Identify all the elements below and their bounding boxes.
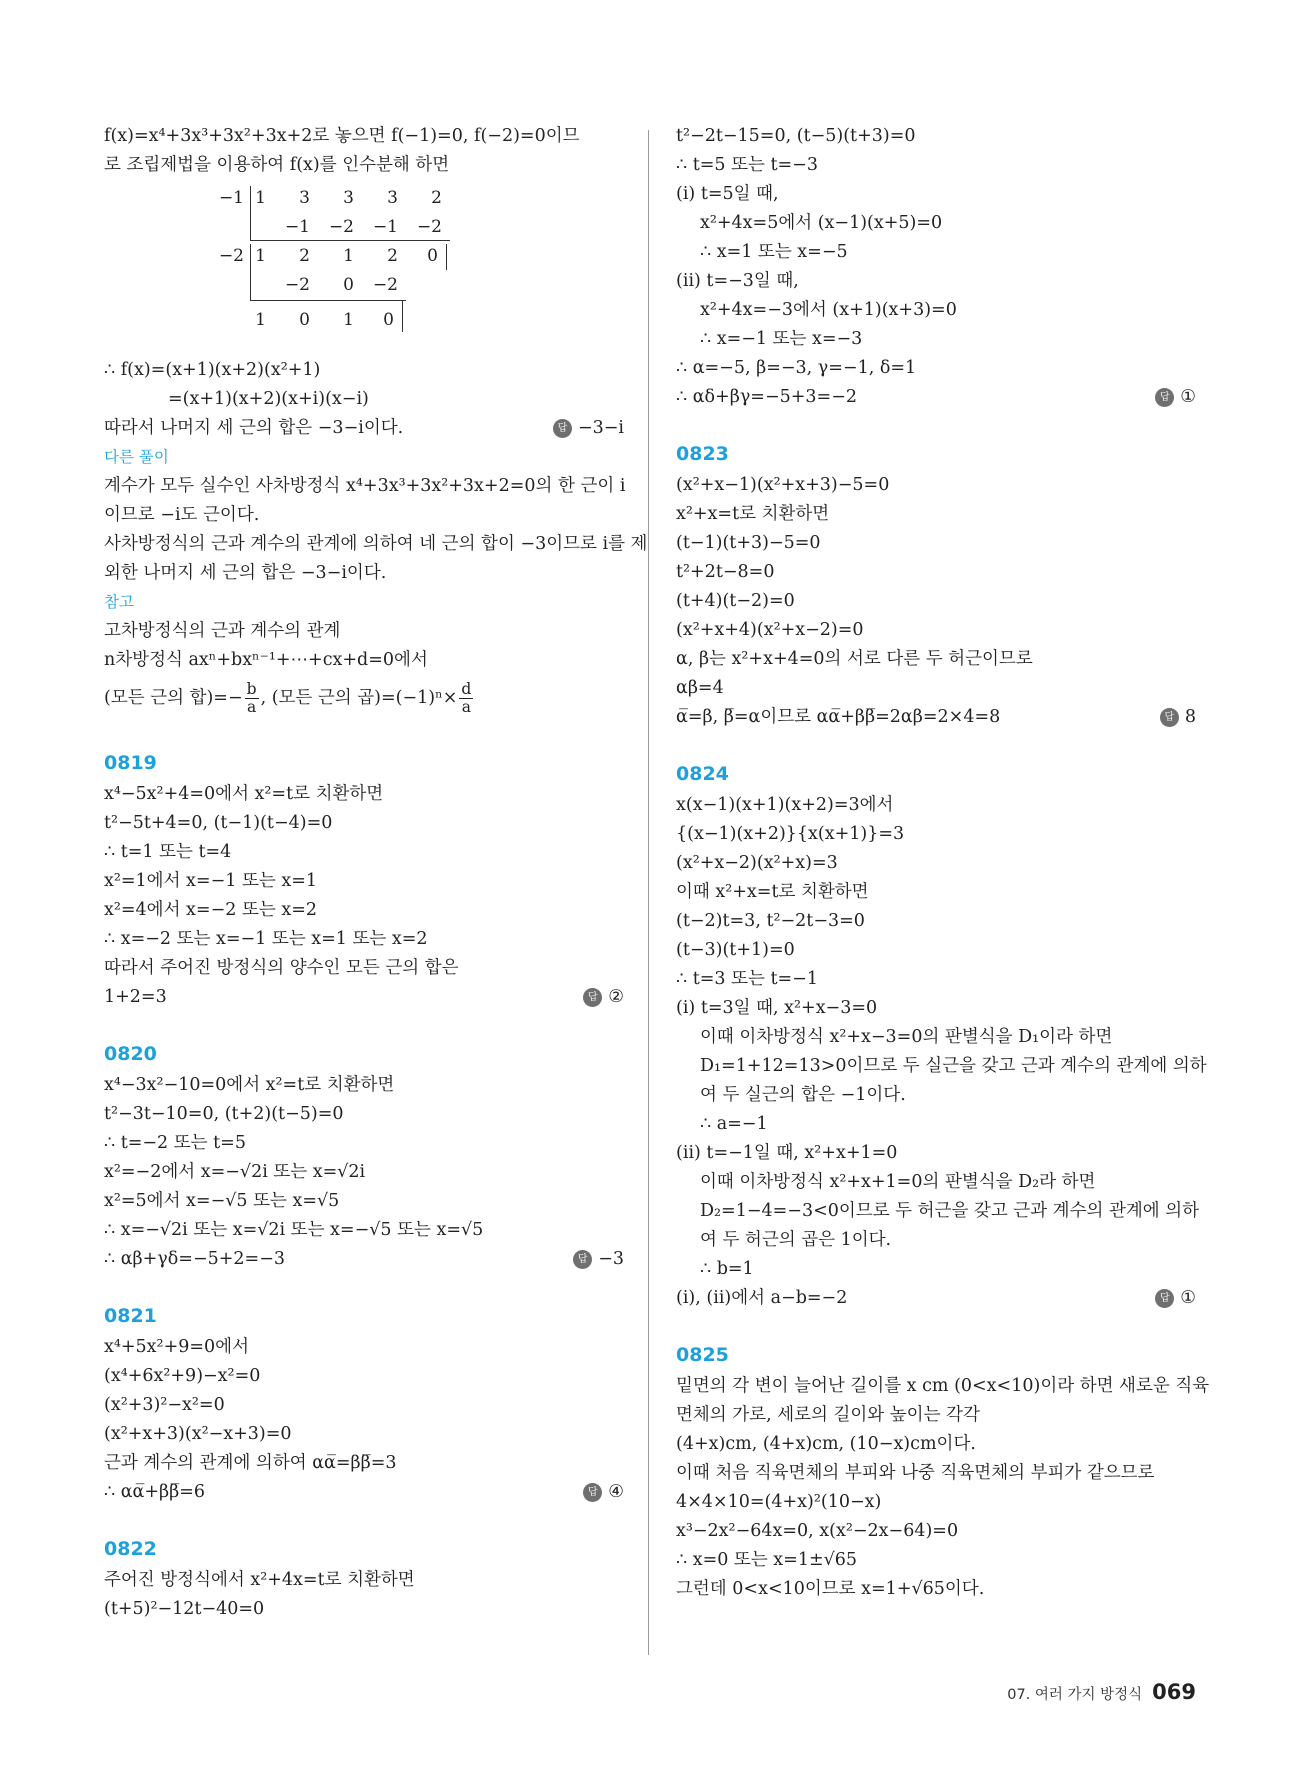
formula-part: (모든 근의 합)=− xyxy=(104,688,243,708)
fraction xyxy=(459,681,473,716)
fraction xyxy=(245,681,259,716)
answer-icon: 답 xyxy=(1155,1289,1174,1308)
answer-icon: 답 xyxy=(583,988,602,1007)
text-line: 면체의 가로, 세로의 길이와 높이는 각각 xyxy=(676,1405,980,1425)
text-line: (4+x)cm, (4+x)cm, (10−x)cm이다. xyxy=(676,1434,976,1454)
syn-cell: 0 xyxy=(299,310,310,330)
answer-icon: 답 xyxy=(583,1483,602,1502)
text-line: x²=4에서 x=−2 또는 x=2 xyxy=(104,900,317,920)
text-line: (x²+x+4)(x²+x−2)=0 xyxy=(676,620,864,640)
syn-line xyxy=(250,300,406,301)
text-line: x²=5에서 x=−√5 또는 x=√5 xyxy=(104,1191,340,1211)
syn-cell: −1 xyxy=(372,217,398,237)
problem-number: 0822 xyxy=(104,1538,157,1560)
text-line: 밑면의 각 변이 늘어난 길이를 x cm (0<x<10)이라 하면 새로운 직육 xyxy=(676,1376,1210,1396)
syn-line xyxy=(250,186,251,240)
text-line: 이때 이차방정식 x²+x+1=0의 판별식을 D₂라 하면 xyxy=(700,1172,1096,1192)
numerator: d xyxy=(461,680,472,698)
syn-cell: 3 xyxy=(343,188,354,208)
problem-number: 0821 xyxy=(104,1305,157,1327)
answer xyxy=(1155,1284,1196,1313)
text-line: 고차방정식의 근과 계수의 관계 xyxy=(104,621,341,641)
text-line: 이때 처음 직육면체의 부피와 나중 직육면체의 부피가 같으므로 xyxy=(676,1463,1155,1483)
answer-line xyxy=(676,383,1196,412)
text-line: t²−3t−10=0, (t+2)(t−5)=0 xyxy=(104,1104,344,1124)
text-line: ∴ a=−1 xyxy=(700,1114,768,1134)
answer-line xyxy=(104,414,624,443)
syn-cell: 3 xyxy=(299,188,310,208)
answer-icon: 답 xyxy=(553,419,572,438)
syn-divisor: −1 xyxy=(218,188,244,208)
syn-cell: −2 xyxy=(328,217,354,237)
text-line: 따라서 나머지 세 근의 합은 −3−i이다. xyxy=(104,418,404,438)
text-line: 이때 x²+x=t로 치환하면 xyxy=(676,882,869,902)
syn-cell: −2 xyxy=(416,217,442,237)
syn-line xyxy=(250,240,450,241)
syn-line xyxy=(446,244,447,270)
text-line: (ⅰ), (ⅱ)에서 a−b=−2 xyxy=(676,1288,848,1308)
syn-divisor: −2 xyxy=(218,246,244,266)
syn-cell: 2 xyxy=(431,188,442,208)
text-line: x(x−1)(x+1)(x+2)=3에서 xyxy=(676,795,894,815)
answer-line xyxy=(676,703,1196,732)
syn-cell: 1 xyxy=(255,310,266,330)
text-line: 여 두 허근의 곱은 1이다. xyxy=(700,1230,892,1250)
text-line: x⁴+5x²+9=0에서 xyxy=(104,1337,249,1357)
syn-cell: −2 xyxy=(284,275,310,295)
text-line: ∴ αα̅+ββ̅=6 xyxy=(104,1482,206,1502)
text-line: 사차방정식의 근과 계수의 관계에 의하여 네 근의 합이 −3이므로 i를 제 xyxy=(104,534,648,554)
syn-line xyxy=(402,300,403,332)
answer-value: 8 xyxy=(1184,707,1196,727)
text-line: (t+4)(t−2)=0 xyxy=(676,591,795,611)
text-line: ∴ x=0 또는 x=1±√65 xyxy=(676,1550,858,1570)
text-line: (x²+3)²−x²=0 xyxy=(104,1395,225,1415)
text-line: x²+x=t로 치환하면 xyxy=(676,504,830,524)
text-line: 여 두 실근의 합은 −1이다. xyxy=(700,1085,906,1105)
answer-value: −3−i xyxy=(577,418,624,438)
answer-line xyxy=(104,1245,624,1274)
text-line: t²+2t−8=0 xyxy=(676,562,775,582)
right-column xyxy=(676,122,1210,1604)
syn-cell: −2 xyxy=(372,275,398,295)
answer-icon: 답 xyxy=(573,1250,592,1269)
text-line: 1+2=3 xyxy=(104,987,167,1007)
text-line: 이때 이차방정식 x²+x−3=0의 판별식을 D₁이라 하면 xyxy=(700,1027,1113,1047)
syn-cell: 1 xyxy=(255,246,266,266)
problem-number: 0823 xyxy=(676,443,729,465)
syn-cell: 1 xyxy=(343,310,354,330)
text-line: D₂=1−4=−3<0이므로 두 허근을 갖고 근과 계수의 관계에 의하 xyxy=(700,1201,1200,1221)
answer xyxy=(573,1245,624,1274)
text-line: (ⅱ) t=−3일 때, xyxy=(676,271,799,291)
text-line: (t+5)²−12t−40=0 xyxy=(104,1599,265,1619)
text-line: f(x)=x⁴+3x³+3x²+3x+2로 놓으면 f(−1)=0, f(−2)=0이므 xyxy=(104,126,580,146)
text-line: ∴ x=−1 또는 x=−3 xyxy=(700,329,863,349)
text-line: 외한 나머지 세 근의 합은 −3−i이다. xyxy=(104,563,387,583)
answer-value: ① xyxy=(1180,387,1196,407)
text-line: α, β는 x²+x+4=0의 서로 다른 두 허근이므로 xyxy=(676,649,1033,669)
text-line: ∴ f(x)=(x+1)(x+2)(x²+1) xyxy=(104,360,321,380)
text-line: x³−2x²−64x=0, x(x²−2x−64)=0 xyxy=(676,1521,959,1541)
syn-cell: −1 xyxy=(284,217,310,237)
synthetic-division xyxy=(104,184,624,348)
text-line: ∴ t=1 또는 t=4 xyxy=(104,842,232,862)
syn-remainder: 0 xyxy=(427,246,438,266)
answer xyxy=(1155,383,1196,412)
answer-line xyxy=(104,1478,624,1507)
text-line: (x²+x−1)(x²+x+3)−5=0 xyxy=(676,475,890,495)
text-line: ∴ x=1 또는 x=−5 xyxy=(700,242,848,262)
text-line: ∴ αβ+γδ=−5+2=−3 xyxy=(104,1249,286,1269)
text-line: ∴ αδ+βγ=−5+3=−2 xyxy=(676,387,858,407)
answer-line xyxy=(104,983,624,1012)
syn-line xyxy=(250,244,251,300)
syn-cell: 1 xyxy=(255,188,266,208)
answer-value: ② xyxy=(608,987,624,1007)
text-line: ∴ α=−5, β=−3, γ=−1, δ=1 xyxy=(676,358,917,378)
text-line: x²=−2에서 x=−√2i 또는 x=√2i xyxy=(104,1162,366,1182)
syn-cell: 2 xyxy=(387,246,398,266)
formula-line xyxy=(104,675,624,721)
answer-value: ① xyxy=(1180,1288,1196,1308)
chapter-title: 07. 여러 가지 방정식 xyxy=(1007,1687,1143,1703)
text-line: x⁴−3x²−10=0에서 x²=t로 치환하면 xyxy=(104,1075,395,1095)
text-line: (x⁴+6x²+9)−x²=0 xyxy=(104,1366,261,1386)
problem-number: 0820 xyxy=(104,1043,157,1065)
answer-line xyxy=(676,1284,1196,1313)
denominator: a xyxy=(246,698,257,716)
left-column xyxy=(104,122,648,1624)
text-line: =(x+1)(x+2)(x+i)(x−i) xyxy=(168,389,369,409)
answer-icon: 답 xyxy=(1160,708,1179,727)
text-line: n차방정식 axⁿ+bxⁿ⁻¹+⋯+cx+d=0에서 xyxy=(104,650,428,670)
page-footer xyxy=(1007,1680,1196,1704)
text-line: ∴ x=−√2i 또는 x=√2i 또는 x=−√5 또는 x=√5 xyxy=(104,1220,484,1240)
syn-remainder: 0 xyxy=(383,310,394,330)
denominator: a xyxy=(461,698,471,716)
numerator: b xyxy=(246,680,257,698)
column-divider xyxy=(648,130,649,1655)
text-line: t²−2t−15=0, (t−5)(t+3)=0 xyxy=(676,126,916,146)
text-line: (ⅰ) t=3일 때, x²+x−3=0 xyxy=(676,998,878,1018)
text-line: 로 조립제법을 이용하여 f(x)를 인수분해 하면 xyxy=(104,155,450,175)
answer xyxy=(583,1478,624,1507)
text-line: (ⅰ) t=5일 때, xyxy=(676,184,779,204)
text-line: 주어진 방정식에서 x²+4x=t로 치환하면 xyxy=(104,1570,415,1590)
text-line: (x²+x+3)(x²−x+3)=0 xyxy=(104,1424,292,1444)
answer xyxy=(583,983,624,1012)
page-number: 069 xyxy=(1152,1680,1196,1704)
answer-value: ④ xyxy=(608,1482,624,1502)
text-line: (t−1)(t+3)−5=0 xyxy=(676,533,821,553)
text-line: ∴ b=1 xyxy=(700,1259,754,1279)
problem-number: 0825 xyxy=(676,1344,729,1366)
answer-value: −3 xyxy=(598,1249,624,1269)
syn-cell: 1 xyxy=(343,246,354,266)
problem-number: 0819 xyxy=(104,752,157,774)
text-line: 이므로 −i도 근이다. xyxy=(104,505,260,525)
text-line: {(x−1)(x+2)}{x(x+1)}=3 xyxy=(676,824,905,844)
text-line: x²+4x=−3에서 (x+1)(x+3)=0 xyxy=(700,300,957,320)
text-line: 따라서 주어진 방정식의 양수인 모든 근의 합은 xyxy=(104,958,459,978)
text-line: ∴ t=3 또는 t=−1 xyxy=(676,969,818,989)
alt-solution-label: 다른 풀이 xyxy=(104,448,169,466)
text-line: (t−3)(t+1)=0 xyxy=(676,940,795,960)
text-line: ∴ x=−2 또는 x=−1 또는 x=1 또는 x=2 xyxy=(104,929,428,949)
text-line: (x²+x−2)(x²+x)=3 xyxy=(676,853,838,873)
syn-cell: 2 xyxy=(299,246,310,266)
text-line: D₁=1+12=13>0이므로 두 실근을 갖고 근과 계수의 관계에 의하 xyxy=(700,1056,1207,1076)
text-line: x⁴−5x²+4=0에서 x²=t로 치환하면 xyxy=(104,784,384,804)
text-line: αβ=4 xyxy=(676,678,724,698)
text-line: α̅=β, β̅=α이므로 αα̅+ββ̅=2αβ=2×4=8 xyxy=(676,707,1001,727)
text-line: (ⅱ) t=−1일 때, x²+x+1=0 xyxy=(676,1143,898,1163)
text-line: 그런데 0<x<10이므로 x=1+√65이다. xyxy=(676,1579,985,1599)
answer xyxy=(1160,703,1196,732)
text-line: 계수가 모두 실수인 사차방정식 x⁴+3x³+3x²+3x+2=0의 한 근이 i xyxy=(104,476,626,496)
syn-cell: 3 xyxy=(387,188,398,208)
answer-icon: 답 xyxy=(1155,388,1174,407)
answer xyxy=(553,414,624,443)
problem-number: 0824 xyxy=(676,763,729,785)
text-line: 4×4×10=(4+x)²(10−x) xyxy=(676,1492,882,1512)
text-line: 근과 계수의 관계에 의하여 αα̅=ββ̅=3 xyxy=(104,1453,397,1473)
text-line: x²+4x=5에서 (x−1)(x+5)=0 xyxy=(700,213,943,233)
text-line: x²=1에서 x=−1 또는 x=1 xyxy=(104,871,317,891)
syn-cell: 0 xyxy=(343,275,354,295)
text-line: ∴ t=−2 또는 t=5 xyxy=(104,1133,246,1153)
reference-label: 참고 xyxy=(104,593,134,611)
formula-part: , (모든 근의 곱)=(−1)ⁿ× xyxy=(260,688,458,708)
text-line: t²−5t+4=0, (t−1)(t−4)=0 xyxy=(104,813,333,833)
text-line: (t−2)t=3, t²−2t−3=0 xyxy=(676,911,865,931)
text-line: ∴ t=5 또는 t=−3 xyxy=(676,155,818,175)
